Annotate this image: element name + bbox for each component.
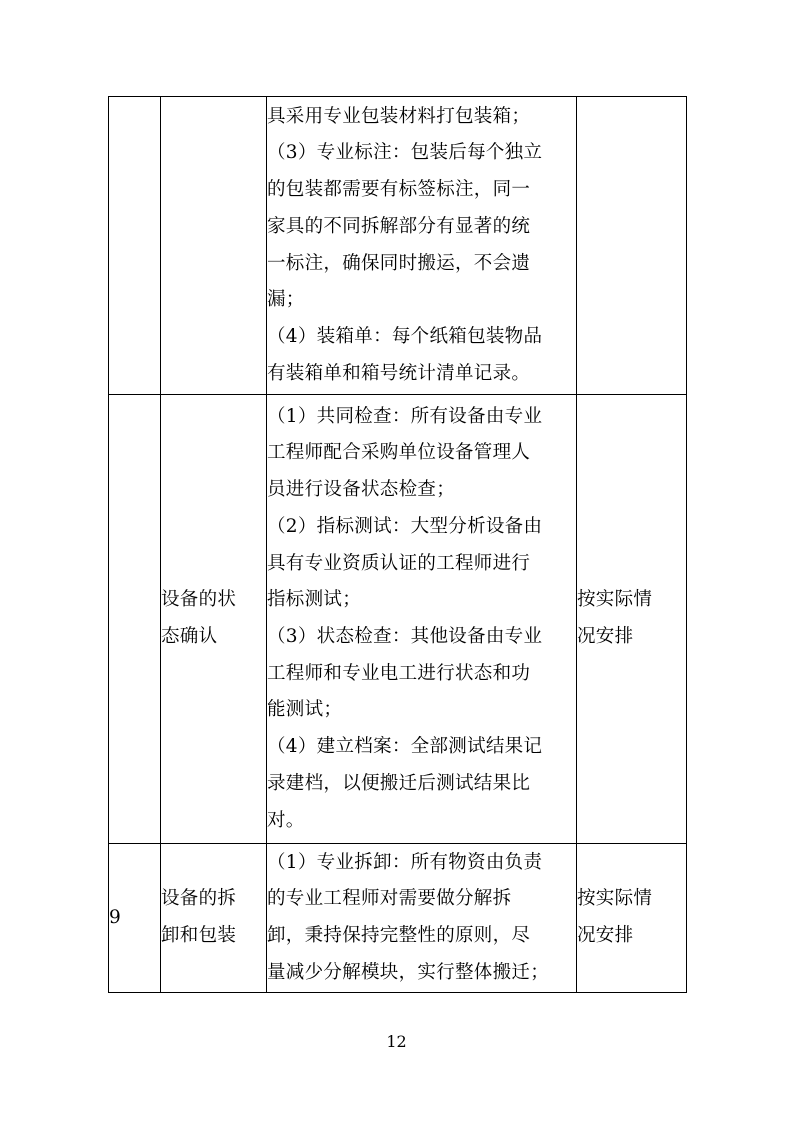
table-row — [109, 395, 687, 844]
description-line: 录建档，以便搬迁后测试结果比 — [267, 772, 531, 794]
item-name-cell — [161, 395, 267, 844]
description-line: （3）状态检查：其他设备由专业 — [267, 626, 543, 647]
procedure-table — [108, 96, 687, 993]
description-line: 具有专业资质认证的工程师进行 — [267, 552, 531, 574]
description-line: 工程师和专业电工进行状态和功 — [267, 662, 531, 684]
page-number: 12 — [386, 1032, 407, 1051]
item-name-cell — [161, 97, 267, 395]
description-cell — [267, 97, 577, 395]
row-number-cell — [109, 97, 161, 395]
schedule-cell — [577, 844, 687, 993]
description-line: 工程师配合采购单位设备管理人 — [267, 442, 531, 464]
item-name-cell — [161, 844, 267, 993]
description-line: 有装箱单和箱号统计清单记录。 — [267, 362, 531, 384]
description-line: （4）建立档案：全部测试结果记 — [267, 736, 543, 758]
description-line: 的专业工程师对需要做分解拆 — [267, 888, 512, 910]
description-line: （1）共同检查：所有设备由专业 — [267, 405, 543, 427]
description-line: （3）专业标注：包装后每个独立 — [267, 142, 543, 164]
description-line: 的包装都需要有标签标注，同一 — [267, 179, 531, 201]
description-line: （1）专业拆卸：所有物资由负责 — [267, 851, 543, 873]
description-line: 家具的不同拆解部分有显著的统 — [267, 215, 531, 237]
description-cell — [267, 395, 577, 844]
description-line: 对。 — [267, 809, 305, 831]
schedule-line: 按实际情 — [577, 589, 653, 611]
description-line: （4）装箱单：每个纸箱包装物品 — [267, 325, 543, 347]
description-line: 量减少分解模块，实行整体搬迁； — [267, 961, 550, 983]
item-name-line: 设备的拆 — [161, 888, 237, 910]
schedule-line: 况安排 — [577, 626, 634, 647]
schedule-line: 况安排 — [577, 925, 634, 946]
description-line: 具采用专业包装材料打包装箱； — [267, 105, 531, 127]
item-name-line: 卸和包装 — [161, 925, 237, 946]
description-line: 能测试； — [267, 699, 343, 721]
table-row — [109, 97, 687, 395]
description-line: 指标测试； — [267, 589, 362, 611]
description-line: 一标注，确保同时搬运，不会遗 — [267, 252, 531, 274]
schedule-line: 按实际情 — [577, 888, 653, 910]
item-name-line: 设备的状 — [161, 589, 237, 611]
description-line: 卸，秉持保持完整性的原则，尽 — [267, 925, 531, 946]
description-line: 员进行设备状态检查； — [267, 479, 456, 501]
description-line: （2）指标测试：大型分析设备由 — [267, 515, 543, 537]
description-cell — [267, 844, 577, 993]
description-line: 漏； — [267, 289, 305, 311]
schedule-cell — [577, 395, 687, 844]
table-row — [109, 844, 687, 993]
item-name-line: 态确认 — [161, 626, 218, 647]
row-number-cell: 9 — [109, 844, 161, 993]
schedule-cell — [577, 97, 687, 395]
row-number-cell — [109, 395, 161, 844]
